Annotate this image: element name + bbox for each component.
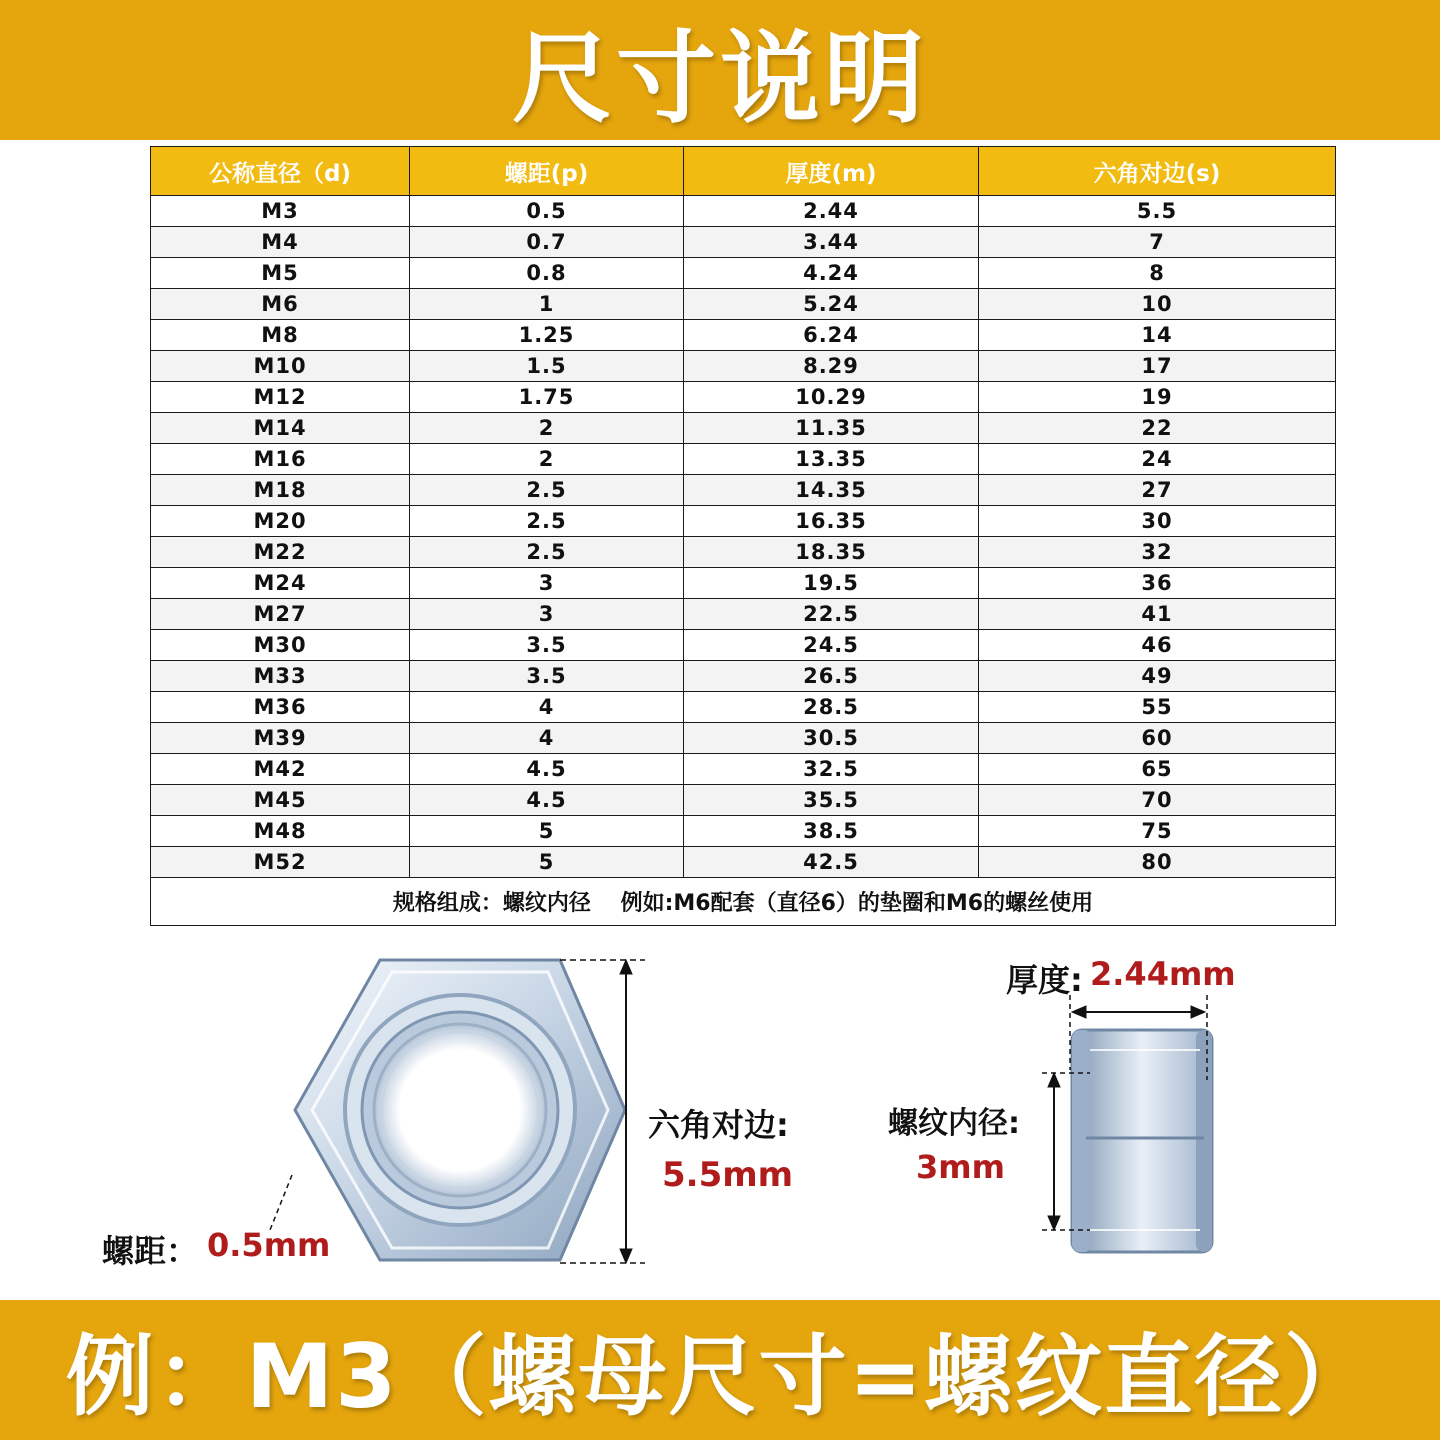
cell-nominal-diameter: M45 [151, 785, 410, 816]
cell-across-flats: 30 [979, 506, 1336, 537]
cell-nominal-diameter: M3 [151, 196, 410, 227]
cell-across-flats: 19 [979, 382, 1336, 413]
footer-example-text: 例：M3（螺母尺寸=螺纹直径） [65, 1325, 1375, 1428]
table-row [151, 754, 1336, 785]
hex-nut-front-view [295, 960, 625, 1260]
cell-pitch: 4.5 [410, 785, 684, 816]
cell-pitch: 4 [410, 723, 684, 754]
table-row [151, 382, 1336, 413]
cell-pitch: 5 [410, 816, 684, 847]
cell-nominal-diameter: M18 [151, 475, 410, 506]
cell-across-flats: 41 [979, 599, 1336, 630]
cell-nominal-diameter: M6 [151, 289, 410, 320]
thickness-value: 2.44mm [1090, 955, 1236, 993]
cell-across-flats: 75 [979, 816, 1336, 847]
cell-across-flats: 80 [979, 847, 1336, 878]
cell-thickness: 42.5 [684, 847, 979, 878]
table-note-row [151, 878, 1336, 926]
cell-thickness: 22.5 [684, 599, 979, 630]
table-row [151, 847, 1336, 878]
cell-nominal-diameter: M10 [151, 351, 410, 382]
column-header-nominal-diameter: 公称直径（d) [151, 147, 410, 196]
cell-across-flats: 24 [979, 444, 1336, 475]
cell-thickness: 3.44 [684, 227, 979, 258]
table-row [151, 320, 1336, 351]
cell-pitch: 3.5 [410, 661, 684, 692]
table-row [151, 258, 1336, 289]
thickness-label: 厚度: [1006, 961, 1083, 999]
inner-diameter-label: 螺纹内径: [888, 1106, 1020, 1141]
table-row [151, 444, 1336, 475]
cell-across-flats: 17 [979, 351, 1336, 382]
cell-nominal-diameter: M33 [151, 661, 410, 692]
table-row [151, 289, 1336, 320]
cell-pitch: 1 [410, 289, 684, 320]
cell-pitch: 4.5 [410, 754, 684, 785]
cell-across-flats: 10 [979, 289, 1336, 320]
table-row [151, 661, 1336, 692]
table-row [151, 630, 1336, 661]
cell-pitch: 3 [410, 599, 684, 630]
table-row [151, 816, 1336, 847]
across-flats-label: 六角对边: [648, 1106, 789, 1144]
cell-pitch: 2.5 [410, 506, 684, 537]
cell-across-flats: 70 [979, 785, 1336, 816]
cell-nominal-diameter: M20 [151, 506, 410, 537]
pitch-label: 螺距： [102, 1232, 199, 1270]
cell-nominal-diameter: M8 [151, 320, 410, 351]
cell-nominal-diameter: M30 [151, 630, 410, 661]
cell-across-flats: 32 [979, 537, 1336, 568]
cell-across-flats: 65 [979, 754, 1336, 785]
cell-thickness: 30.5 [684, 723, 979, 754]
cell-thickness: 13.35 [684, 444, 979, 475]
cell-pitch: 3 [410, 568, 684, 599]
cell-thickness: 10.29 [684, 382, 979, 413]
cell-nominal-diameter: M5 [151, 258, 410, 289]
cell-thickness: 14.35 [684, 475, 979, 506]
cell-pitch: 1.75 [410, 382, 684, 413]
column-header-pitch: 螺距(p) [410, 147, 684, 196]
table-row [151, 568, 1336, 599]
cell-across-flats: 49 [979, 661, 1336, 692]
cell-across-flats: 27 [979, 475, 1336, 506]
cell-nominal-diameter: M24 [151, 568, 410, 599]
cell-thickness: 19.5 [684, 568, 979, 599]
cell-nominal-diameter: M27 [151, 599, 410, 630]
cell-nominal-diameter: M4 [151, 227, 410, 258]
cell-across-flats: 22 [979, 413, 1336, 444]
cell-pitch: 3.5 [410, 630, 684, 661]
cell-thickness: 38.5 [684, 816, 979, 847]
cell-across-flats: 7 [979, 227, 1336, 258]
cell-thickness: 35.5 [684, 785, 979, 816]
pitch-value: 0.5mm [207, 1226, 331, 1264]
table-row [151, 537, 1336, 568]
table-row [151, 227, 1336, 258]
cell-pitch: 2 [410, 413, 684, 444]
column-header-across-flats: 六角对边(s) [979, 147, 1336, 196]
cell-nominal-diameter: M12 [151, 382, 410, 413]
inner-diameter-value: 3mm [916, 1148, 1005, 1186]
pitch-leader-line [270, 1175, 292, 1230]
table-row [151, 351, 1336, 382]
table-row [151, 196, 1336, 227]
cell-pitch: 1.5 [410, 351, 684, 382]
cell-pitch: 5 [410, 847, 684, 878]
table-row [151, 723, 1336, 754]
cell-nominal-diameter: M14 [151, 413, 410, 444]
cell-across-flats: 5.5 [979, 196, 1336, 227]
table-header-row [151, 147, 1336, 196]
title-banner [0, 0, 1440, 140]
cell-pitch: 2.5 [410, 475, 684, 506]
page-title: 尺寸说明 [512, 20, 928, 137]
cell-pitch: 4 [410, 692, 684, 723]
cell-across-flats: 36 [979, 568, 1336, 599]
cell-thickness: 18.35 [684, 537, 979, 568]
cell-pitch: 2 [410, 444, 684, 475]
cell-thickness: 5.24 [684, 289, 979, 320]
cell-nominal-diameter: M22 [151, 537, 410, 568]
across-flats-value: 5.5mm [662, 1155, 794, 1195]
cell-thickness: 24.5 [684, 630, 979, 661]
column-header-thickness: 厚度(m) [684, 147, 979, 196]
cell-nominal-diameter: M39 [151, 723, 410, 754]
cell-nominal-diameter: M52 [151, 847, 410, 878]
cell-thickness: 8.29 [684, 351, 979, 382]
cell-across-flats: 55 [979, 692, 1336, 723]
table-row [151, 475, 1336, 506]
cell-across-flats: 8 [979, 258, 1336, 289]
cell-nominal-diameter: M48 [151, 816, 410, 847]
cell-thickness: 6.24 [684, 320, 979, 351]
table-row [151, 692, 1336, 723]
table-row [151, 506, 1336, 537]
footer-banner [0, 1300, 1440, 1440]
cell-pitch: 0.8 [410, 258, 684, 289]
table-row [151, 413, 1336, 444]
cell-thickness: 16.35 [684, 506, 979, 537]
spec-table [150, 146, 1336, 926]
cell-across-flats: 60 [979, 723, 1336, 754]
cell-pitch: 1.25 [410, 320, 684, 351]
cell-pitch: 0.5 [410, 196, 684, 227]
cell-nominal-diameter: M36 [151, 692, 410, 723]
hex-nut-side-view [1072, 1030, 1212, 1252]
cell-thickness: 4.24 [684, 258, 979, 289]
table-note: 规格组成：螺纹内径 例如:M6配套（直径6）的垫圈和M6的螺丝使用 [151, 878, 1336, 926]
cell-pitch: 2.5 [410, 537, 684, 568]
cell-thickness: 32.5 [684, 754, 979, 785]
table-row [151, 599, 1336, 630]
cell-thickness: 28.5 [684, 692, 979, 723]
cell-nominal-diameter: M42 [151, 754, 410, 785]
cell-thickness: 2.44 [684, 196, 979, 227]
cell-across-flats: 46 [979, 630, 1336, 661]
cell-across-flats: 14 [979, 320, 1336, 351]
cell-pitch: 0.7 [410, 227, 684, 258]
cell-thickness: 26.5 [684, 661, 979, 692]
table-row [151, 785, 1336, 816]
cell-thickness: 11.35 [684, 413, 979, 444]
cell-nominal-diameter: M16 [151, 444, 410, 475]
